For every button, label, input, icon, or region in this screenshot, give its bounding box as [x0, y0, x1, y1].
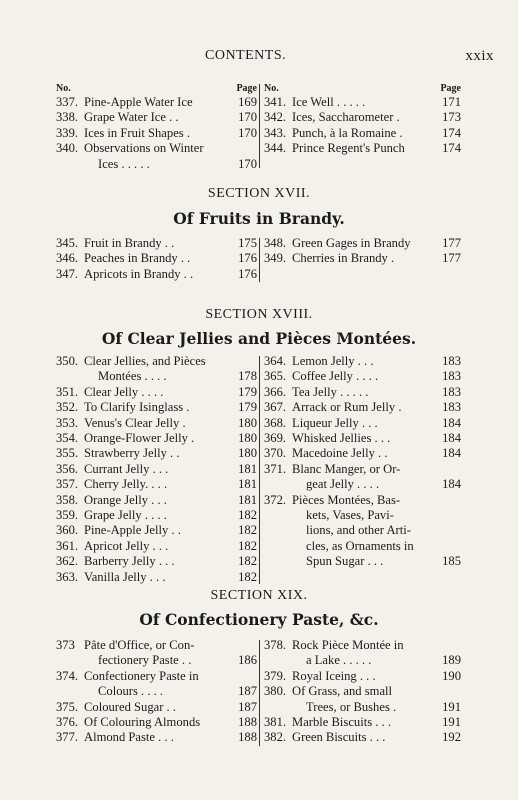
column-header-page: Page [236, 83, 257, 94]
entry-title: Of Colouring Almonds [84, 715, 201, 730]
entry-page [439, 523, 461, 538]
entry-page: 176 [238, 251, 257, 266]
left-column [56, 354, 257, 585]
index-entry [56, 493, 257, 508]
entry-title: Cherry Jelly. . . . [84, 477, 168, 492]
index-entry [56, 554, 257, 569]
index-entry [264, 354, 461, 369]
entry-number: 380. [264, 684, 287, 699]
entry-number: 353. [56, 415, 79, 430]
entry-number: 349. [264, 251, 287, 266]
entry-page: 180 [238, 446, 257, 461]
index-entry [56, 715, 257, 730]
entry-title: Pâte d'Office, or Con- [84, 638, 195, 652]
index-entry [56, 638, 257, 653]
entry-number: 355. [56, 446, 79, 461]
index-entry [56, 730, 257, 745]
right-column [264, 354, 461, 570]
page-number: xxix [465, 48, 494, 64]
entry-title: Cherries in Brandy . [292, 251, 395, 266]
index-entry [264, 715, 461, 730]
section-title: Of Confectionery Paste, &c. [139, 610, 379, 629]
entry-title: Royal Iceing . . . [292, 668, 376, 683]
entry-title: Ices . . . . . [98, 156, 150, 171]
entry-number: 368. [264, 415, 287, 430]
entry-page: 175 [238, 236, 257, 250]
entry-page: 169 [238, 95, 257, 109]
entry-number: 378. [264, 638, 287, 652]
entry-page: 181 [238, 461, 257, 476]
entry-title: Venus's Clear Jelly . [84, 415, 186, 430]
entry-title: geat Jelly . . . . [306, 477, 380, 492]
column-header [56, 82, 257, 95]
index-entry [264, 126, 461, 141]
index-entry [264, 110, 461, 125]
index-entry [56, 446, 257, 461]
entry-page: 186 [238, 653, 257, 668]
entry-title: Pièces Montées, Bas- [292, 492, 401, 507]
entry-page: 178 [238, 369, 257, 384]
entry-number: 375. [56, 699, 79, 714]
entry-title: Vanilla Jelly . . . [84, 569, 166, 584]
entry-page: 177 [442, 251, 461, 266]
entry-number: 350. [56, 354, 79, 368]
entry-title: Macedoine Jelly . . [292, 446, 388, 461]
entry-page [439, 462, 461, 477]
entry-number: 343. [264, 125, 287, 140]
entry-title: Montées . . . . [98, 369, 167, 384]
entry-page [235, 638, 257, 653]
index-entry [56, 539, 257, 554]
index-entry [264, 730, 461, 745]
section-17-entries [56, 236, 460, 284]
section-title: Of Clear Jellies and Pièces Montées. [101, 329, 417, 348]
index-entry [264, 400, 461, 415]
entry-title: Grape Jelly . . . . [84, 508, 167, 523]
entry-page: 184 [442, 431, 461, 446]
entry-number: 371. [264, 461, 287, 476]
entry-title: Coloured Sugar . . [84, 699, 176, 714]
index-entry-continuation [264, 477, 461, 492]
entry-title: Ice Well . . . . . [292, 95, 366, 109]
index-entry [56, 110, 257, 125]
entry-page: 192 [442, 730, 461, 745]
index-entry [264, 416, 461, 431]
entry-page: 176 [238, 266, 257, 281]
entry-page: 179 [238, 400, 257, 415]
index-entry [264, 385, 461, 400]
entry-title: Fruit in Brandy . . [84, 236, 175, 250]
index-entry [264, 369, 461, 384]
entry-title: kets, Vases, Pavi- [306, 508, 394, 523]
index-entry [56, 570, 257, 585]
entry-page: 171 [442, 95, 461, 109]
entry-number: 366. [264, 384, 287, 399]
entry-title: Ices in Fruit Shapes . [84, 125, 190, 140]
entry-number: 373 [56, 638, 75, 652]
index-entry-continuation [264, 653, 461, 668]
index-entry [264, 493, 461, 508]
index-entry [56, 141, 257, 156]
entry-title: Currant Jelly . . . [84, 461, 169, 476]
column-divider [259, 356, 260, 584]
entry-page: 170 [238, 110, 257, 125]
entry-number: 372. [264, 492, 287, 507]
entry-number: 367. [264, 400, 287, 415]
entry-number: 360. [56, 523, 79, 538]
entry-page: 188 [238, 730, 257, 745]
entry-number: 356. [56, 461, 79, 476]
entry-title: cles, as Ornaments in [306, 538, 414, 553]
entry-page: 188 [238, 715, 257, 730]
entry-number: 381. [264, 715, 287, 730]
entry-title: Strawberry Jelly . . [84, 446, 180, 461]
entry-number: 340. [56, 141, 79, 156]
entry-title: Blanc Manger, or Or- [292, 461, 401, 476]
entry-title: Grape Water Ice . . [84, 110, 179, 125]
entry-number: 369. [264, 431, 287, 446]
entry-number: 374. [56, 668, 79, 683]
entry-title: Liqueur Jelly . . . [292, 415, 378, 430]
entry-page: 181 [238, 492, 257, 507]
entry-title: Lemon Jelly . . . [292, 354, 374, 368]
index-entry [264, 95, 461, 110]
top-entries-block [56, 82, 461, 171]
entry-page [235, 141, 257, 156]
entry-title: Green Biscuits . . . [292, 730, 386, 745]
column-divider [259, 640, 260, 746]
section-19-entries [56, 638, 460, 748]
column-header [264, 82, 461, 95]
entry-page: 174 [442, 141, 461, 156]
entry-title: Whisked Jellies . . . [292, 431, 391, 446]
entry-number: 364. [264, 354, 287, 368]
entry-title: Prince Regent's Punch [292, 141, 405, 156]
entry-title: Confectionery Paste in [84, 668, 199, 683]
entry-title: Peaches in Brandy . . [84, 251, 191, 266]
entry-title: Orange Jelly . . . [84, 492, 167, 507]
entry-title: Barberry Jelly . . . [84, 554, 175, 569]
entry-page: 182 [238, 523, 257, 538]
index-entry [264, 446, 461, 461]
entry-number: 341. [264, 95, 287, 109]
entry-page: 190 [442, 668, 461, 683]
index-entry [56, 354, 257, 369]
entry-page: 180 [238, 431, 257, 446]
entry-page: 182 [238, 569, 257, 584]
entry-number: 361. [56, 538, 79, 553]
index-entry-continuation [264, 508, 461, 523]
entry-page: 189 [442, 653, 461, 668]
entry-number: 338. [56, 110, 79, 125]
entry-page: 183 [442, 400, 461, 415]
entry-page: 182 [238, 554, 257, 569]
entry-title: To Clarify Isinglass . [84, 400, 190, 415]
entry-page: 183 [442, 369, 461, 384]
entry-page [439, 493, 461, 508]
entry-number: 358. [56, 492, 79, 507]
entry-number: 346. [56, 251, 79, 266]
entry-page: 174 [442, 125, 461, 140]
entry-number: 347. [56, 266, 79, 281]
index-entry [56, 669, 257, 684]
entry-page [439, 684, 461, 699]
entry-title: Pine-Apple Water Ice [84, 95, 193, 109]
entry-title: Of Grass, and small [292, 684, 393, 699]
index-entry [264, 141, 461, 156]
index-entry [56, 236, 257, 251]
entry-title: Arrack or Rum Jelly . [292, 400, 402, 415]
entry-title: Spun Sugar . . . [306, 554, 384, 569]
column-header-page: Page [440, 83, 461, 94]
index-entry [56, 126, 257, 141]
entry-page: 173 [442, 110, 461, 125]
entry-title: Trees, or Bushes . [306, 699, 397, 714]
entry-number: 379. [264, 668, 287, 683]
index-entry-continuation [56, 369, 257, 384]
entry-page: 182 [238, 538, 257, 553]
index-entry [264, 638, 461, 653]
entry-page [235, 669, 257, 684]
entry-title: Clear Jelly . . . . [84, 384, 164, 399]
index-entry [56, 267, 257, 282]
index-entry [264, 684, 461, 699]
index-entry [264, 251, 461, 266]
entry-title: Ices, Saccharometer . [292, 110, 400, 125]
entry-title: Green Gages in Brandy [292, 236, 411, 250]
entry-page [439, 539, 461, 554]
index-entry [56, 416, 257, 431]
section-title: Of Fruits in Brandy. [173, 209, 345, 228]
entry-number: 376. [56, 715, 79, 730]
entry-page: 187 [238, 699, 257, 714]
entry-page: 180 [238, 415, 257, 430]
left-column [56, 82, 257, 172]
entry-title: lions, and other Arti- [306, 523, 411, 538]
entry-number: 345. [56, 236, 79, 250]
index-entry-continuation [264, 554, 461, 569]
entry-number: 348. [264, 236, 287, 250]
entry-number: 359. [56, 508, 79, 523]
index-entry [264, 462, 461, 477]
index-entry [264, 236, 461, 251]
entry-title: fectionery Paste . . [98, 653, 192, 668]
entry-title: Apricots in Brandy . . [84, 266, 194, 281]
entry-page: 187 [238, 684, 257, 699]
entry-title: Punch, à la Romaine . [292, 125, 403, 140]
entry-title: Orange-Flower Jelly . [84, 431, 195, 446]
column-header-no: No. [56, 83, 71, 94]
right-column [264, 236, 461, 267]
entry-number: 363. [56, 569, 79, 584]
section-label: SECTION XVII. [207, 186, 311, 201]
entry-title: Coffee Jelly . . . . [292, 369, 379, 384]
entry-number: 362. [56, 554, 79, 569]
entry-number: 342. [264, 110, 287, 125]
index-entry-continuation [56, 684, 257, 699]
entry-number: 370. [264, 446, 287, 461]
entry-page: 182 [238, 508, 257, 523]
right-column [264, 82, 461, 157]
entry-page: 177 [442, 236, 461, 250]
entry-number: 377. [56, 730, 79, 745]
entry-number: 382. [264, 730, 287, 745]
index-entry [56, 700, 257, 715]
running-head [0, 48, 518, 68]
index-entry [56, 431, 257, 446]
index-entry [56, 477, 257, 492]
entry-title: Tea Jelly . . . . . [292, 384, 369, 399]
entry-number: 337. [56, 95, 79, 109]
entry-title: Apricot Jelly . . . [84, 538, 169, 553]
entry-page: 183 [442, 354, 461, 368]
entry-number: 354. [56, 431, 79, 446]
entry-page: 184 [442, 415, 461, 430]
entry-title: Clear Jellies, and Pièces [84, 354, 206, 368]
index-entry [264, 431, 461, 446]
entry-title: Observations on Winter [84, 141, 204, 156]
index-entry [56, 523, 257, 538]
index-entry [56, 462, 257, 477]
entry-page: 181 [238, 477, 257, 492]
entry-page [235, 354, 257, 369]
left-column [56, 638, 257, 746]
entry-page: 179 [238, 384, 257, 399]
index-entry-continuation [56, 653, 257, 668]
entry-title: Colours . . . . [98, 684, 164, 699]
column-header-no: No. [264, 83, 279, 94]
entry-number: 352. [56, 400, 79, 415]
index-entry-continuation [264, 700, 461, 715]
entry-title: Almond Paste . . . [84, 730, 174, 745]
index-entry-continuation [264, 523, 461, 538]
index-entry [56, 385, 257, 400]
entry-page: 183 [442, 384, 461, 399]
index-entry [56, 95, 257, 110]
page-title: CONTENTS. [205, 48, 287, 63]
index-entry-continuation [264, 539, 461, 554]
entry-page: 170 [238, 125, 257, 140]
entry-title: a Lake . . . . . [306, 653, 372, 668]
entry-title: Pine-Apple Jelly . . [84, 523, 181, 538]
entry-page: 184 [442, 477, 461, 492]
left-column [56, 236, 257, 282]
entry-page: 185 [442, 554, 461, 569]
index-entry [56, 508, 257, 523]
index-entry [56, 251, 257, 266]
section-label: SECTION XVIII. [205, 307, 313, 322]
entry-page: 191 [442, 699, 461, 714]
right-column [264, 638, 461, 746]
column-divider [259, 84, 260, 168]
entry-title: Rock Pièce Montée in [292, 638, 404, 652]
entry-title: Marble Biscuits . . . [292, 715, 391, 730]
entry-number: 365. [264, 369, 287, 384]
entry-number: 339. [56, 125, 79, 140]
entry-number: 344. [264, 141, 287, 156]
index-entry-continuation [56, 157, 257, 172]
section-label: SECTION XIX. [210, 588, 308, 603]
entry-page: 170 [238, 156, 257, 171]
entry-page [439, 638, 461, 653]
index-entry [264, 669, 461, 684]
entry-page [439, 508, 461, 523]
entry-page: 184 [442, 446, 461, 461]
entry-number: 351. [56, 384, 79, 399]
entry-number: 357. [56, 477, 79, 492]
column-divider [259, 238, 260, 282]
entry-page: 191 [442, 715, 461, 730]
section-18-entries [56, 354, 460, 586]
index-entry [56, 400, 257, 415]
